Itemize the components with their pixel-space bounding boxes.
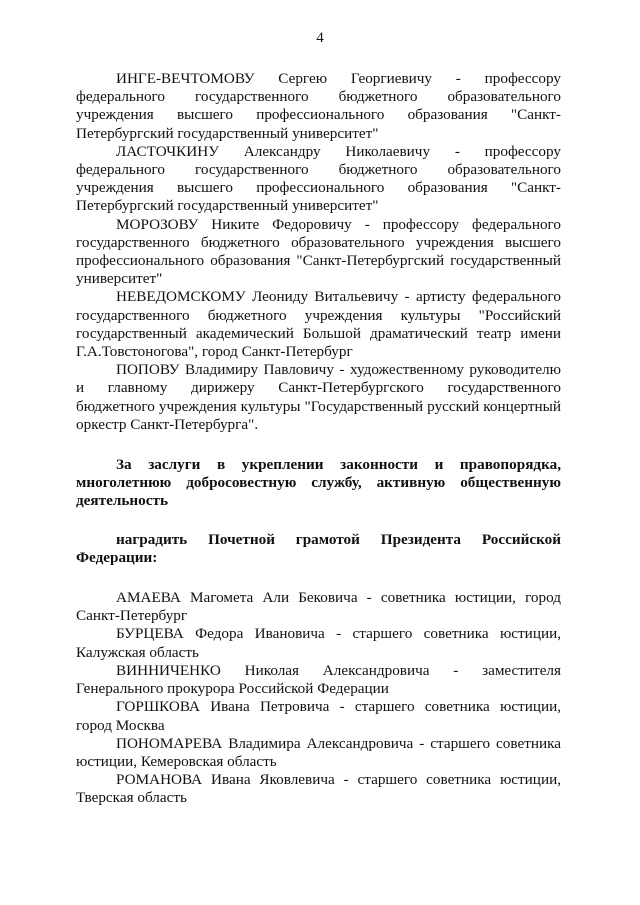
award-heading: наградить Почетной грамотой Президента Российской Федерации:: [76, 530, 561, 566]
list-item: ГОРШКОВА Ивана Петровича - старшего советника юстиции, город Москва: [76, 698, 561, 734]
list-item: МОРОЗОВУ Никите Федоровичу - профессору федерального государственного бюджетного образовательного учреждения высшего профессионального образования "Санкт-Петербургский государственный университет": [76, 215, 561, 288]
list-item: ЛАСТОЧКИНУ Александру Николаевичу - профессору федерального государственного бюджетного образовательного учреждения высшего профессионального образования "Санкт-Петербургский государственный университет": [76, 142, 561, 215]
list-item: АМАЕВА Магомета Али Бековича - советника юстиции, город Санкт-Петербург: [76, 589, 561, 625]
awardee-list-1: [76, 70, 561, 434]
document-body: [76, 70, 561, 808]
page-number: 4: [316, 30, 324, 46]
merit-heading: За заслуги в укреплении законности и правопорядка, многолетнюю добросовестную службу, активную общественную деятельность: [76, 456, 561, 510]
list-item: НЕВЕДОМСКОМУ Леониду Витальевичу - артисту федерального государственного бюджетного учреждения культуры "Российский государственный академический Большой драматический театр имени Г.А.Товстоногова", город Санкт-Петербург: [76, 288, 561, 361]
awardee-list-2: [76, 589, 561, 807]
list-item: ИНГЕ-ВЕЧТОМОВУ Сергею Георгиевичу - профессору федерального государственного бюджетного образовательного учреждения высшего профессионального образования "Санкт-Петербургский государственный университет": [76, 70, 561, 142]
list-item: РОМАНОВА Ивана Яковлевича - старшего советника юстиции, Тверская область: [76, 771, 561, 807]
list-item: ПОПОВУ Владимиру Павловичу - художественному руководителю и главному дирижеру Санкт-Петербургского государственного бюджетного учреждения культуры "Государственный русский концертный оркестр Санкт-Петербурга".: [76, 361, 561, 433]
list-item: ПОНОМАРЕВА Владимира Александровича - старшего советника юстиции, Кемеровская область: [76, 734, 561, 770]
list-item: БУРЦЕВА Федора Ивановича - старшего советника юстиции, Калужская область: [76, 625, 561, 661]
list-item: ВИННИЧЕНКО Николая Александровича - заместителя Генерального прокурора Российской Федерации: [76, 661, 561, 698]
